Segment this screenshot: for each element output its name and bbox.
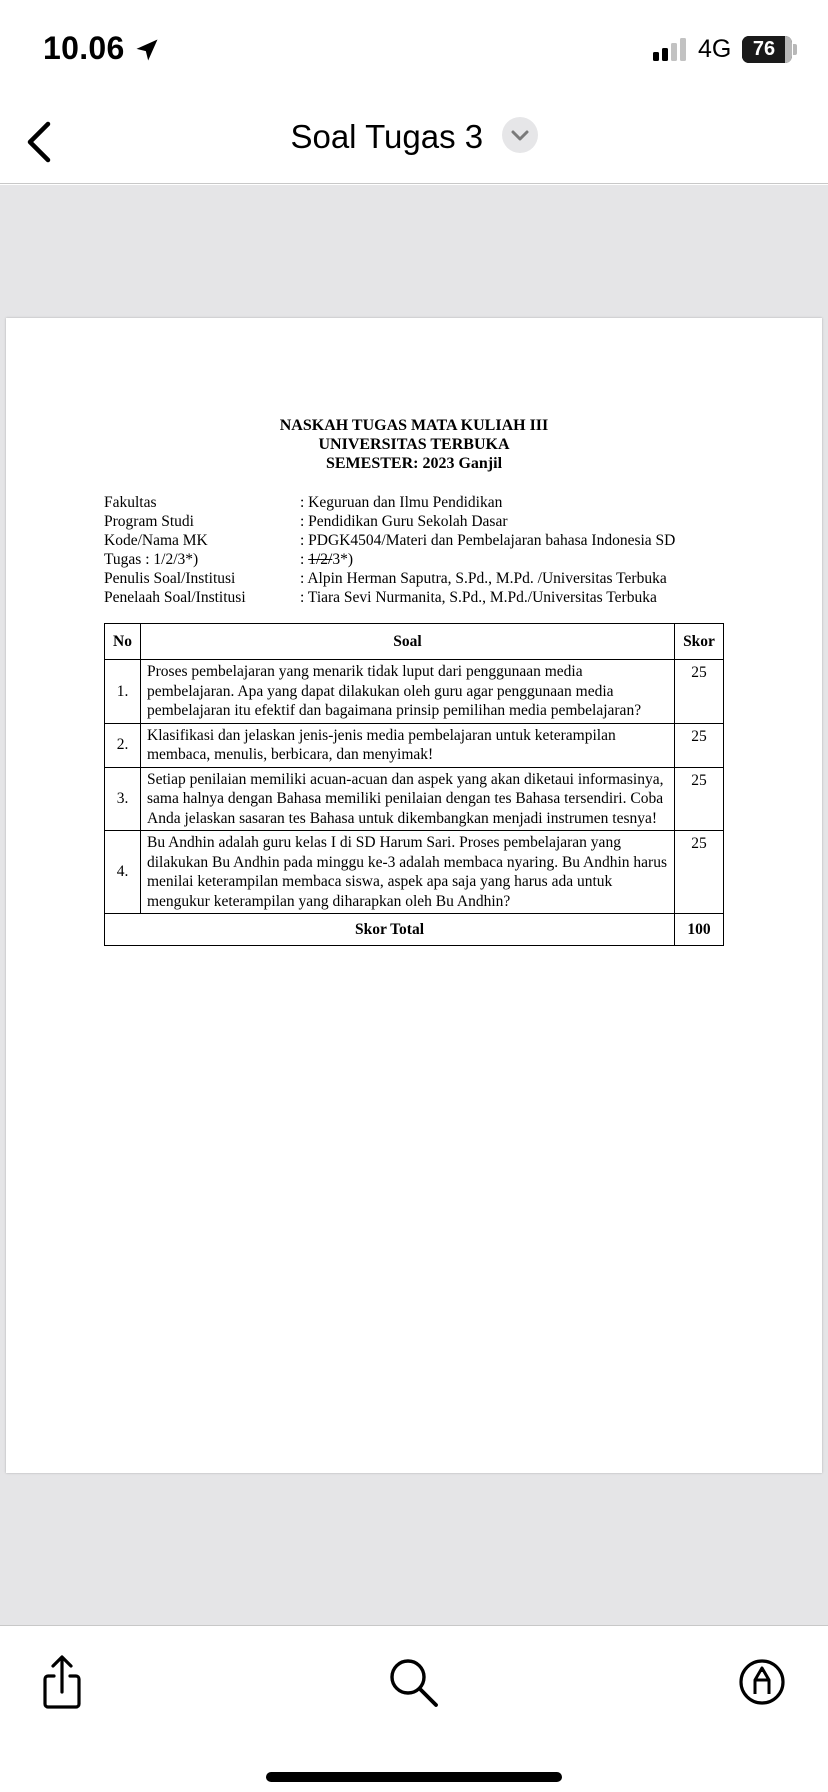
info-label: Fakultas [104, 494, 157, 511]
info-row-kode-mk [104, 531, 724, 550]
title-menu-button[interactable] [502, 117, 538, 153]
info-value-struck: 1/2/ [308, 551, 333, 568]
header-line-1: NASKAH TUGAS MATA KULIAH III [279, 417, 549, 434]
battery-level: 76 [752, 38, 776, 60]
info-value-suffix: 3*) [332, 551, 353, 568]
bottom-toolbar [0, 1625, 828, 1792]
nav-bar [0, 100, 828, 184]
status-time: 10.06 [43, 30, 125, 66]
header-soal: Soal [141, 624, 675, 660]
row-question: Setiap penilaian memiliki acuan-acuan dan aspek yang akan diketaui informasinya, sama halnya dengan Bahasa memiliki penilaian dengan tes Bahasa tersendiri. Coba Anda jelaskan sasaran tes Bahasa untuk dikembangkan menjadi instrumen tesnya! [141, 767, 675, 831]
course-info [104, 493, 724, 607]
home-indicator [266, 1772, 562, 1782]
row-score: 25 [675, 660, 724, 724]
info-value [300, 550, 724, 569]
table-row [105, 723, 724, 767]
table-row [105, 831, 724, 914]
row-number: 2. [105, 723, 141, 767]
row-number: 1. [105, 660, 141, 724]
table-header-row [105, 624, 724, 660]
battery-icon [742, 36, 792, 63]
table-total-row [105, 914, 724, 946]
total-value: 100 [675, 914, 724, 946]
markup-pen-icon [730, 1650, 794, 1714]
row-number: 3. [105, 767, 141, 831]
header-line-3: SEMESTER: 2023 Ganjil [325, 455, 503, 472]
info-value: : Tiara Sevi Nurmanita, S.Pd., M.Pd./Universitas Terbuka [300, 589, 657, 606]
document-viewer[interactable] [0, 185, 828, 1625]
markup-button[interactable] [730, 1650, 794, 1714]
page-title: Soal Tugas 3 [290, 118, 484, 155]
row-question: Proses pembelajaran yang menarik tidak luput dari penggunaan media pembelajaran. Apa yang dapat dilakukan oleh guru agar penggunaan media pembelajaran itu efektif dan bagaimana prinsip pemilihan media pembelajaran? [141, 660, 675, 724]
info-row-penulis [104, 569, 724, 588]
info-value: : PDGK4504/Materi dan Pembelajaran bahasa Indonesia SD [300, 532, 676, 549]
row-question: Bu Andhin adalah guru kelas I di SD Harum Sari. Proses pembelajaran yang dilakukan Bu Andhin pada minggu ke-3 adalah membaca nyaring. Bu Andhin harus menilai keterampilan membaca siswa, aspek apa saja yang harus ada untuk mengukur keterampilan yang diharapkan oleh Bu Andhin? [141, 831, 675, 914]
info-label: Tugas : 1/2/3*) [104, 551, 199, 568]
network-type: 4G [698, 35, 732, 63]
title-menu[interactable] [0, 118, 828, 166]
row-number: 4. [105, 831, 141, 914]
info-label: Penelaah Soal/Institusi [104, 589, 246, 606]
info-value-prefix: : [300, 551, 309, 568]
share-button[interactable] [30, 1650, 94, 1714]
info-label: Kode/Nama MK [104, 532, 208, 549]
table-row [105, 660, 724, 724]
info-row-fakultas [104, 493, 724, 512]
cellular-signal-icon [652, 38, 690, 62]
info-value: : Pendidikan Guru Sekolah Dasar [300, 513, 508, 530]
row-score: 25 [675, 723, 724, 767]
row-question: Klasifikasi dan jelaskan jenis-jenis media pembelajaran untuk keterampilan membaca, menulis, berbicara, dan menyimak! [141, 723, 675, 767]
header-no: No [105, 624, 141, 660]
document-header [6, 416, 822, 473]
battery-nub [793, 44, 797, 55]
row-score: 25 [675, 767, 724, 831]
share-icon [30, 1650, 94, 1714]
search-button[interactable] [381, 1650, 445, 1714]
total-label: Skor Total [105, 914, 675, 946]
header-skor: Skor [675, 624, 724, 660]
table-row [105, 767, 724, 831]
info-value: : Alpin Herman Saputra, S.Pd., M.Pd. /Universitas Terbuka [300, 570, 667, 587]
location-arrow-icon [133, 36, 161, 64]
chevron-down-icon [502, 117, 538, 153]
info-row-tugas [104, 550, 724, 569]
status-bar [0, 0, 828, 100]
info-label: Penulis Soal/Institusi [104, 570, 236, 587]
info-label: Program Studi [104, 513, 194, 530]
tasks-table [104, 623, 724, 946]
info-row-program-studi [104, 512, 724, 531]
info-value: : Keguruan dan Ilmu Pendidikan [300, 494, 503, 511]
info-row-penelaah [104, 588, 724, 607]
header-line-2: UNIVERSITAS TERBUKA [318, 436, 510, 453]
pdf-page [6, 318, 822, 1473]
row-score: 25 [675, 831, 724, 914]
search-icon [381, 1650, 445, 1714]
